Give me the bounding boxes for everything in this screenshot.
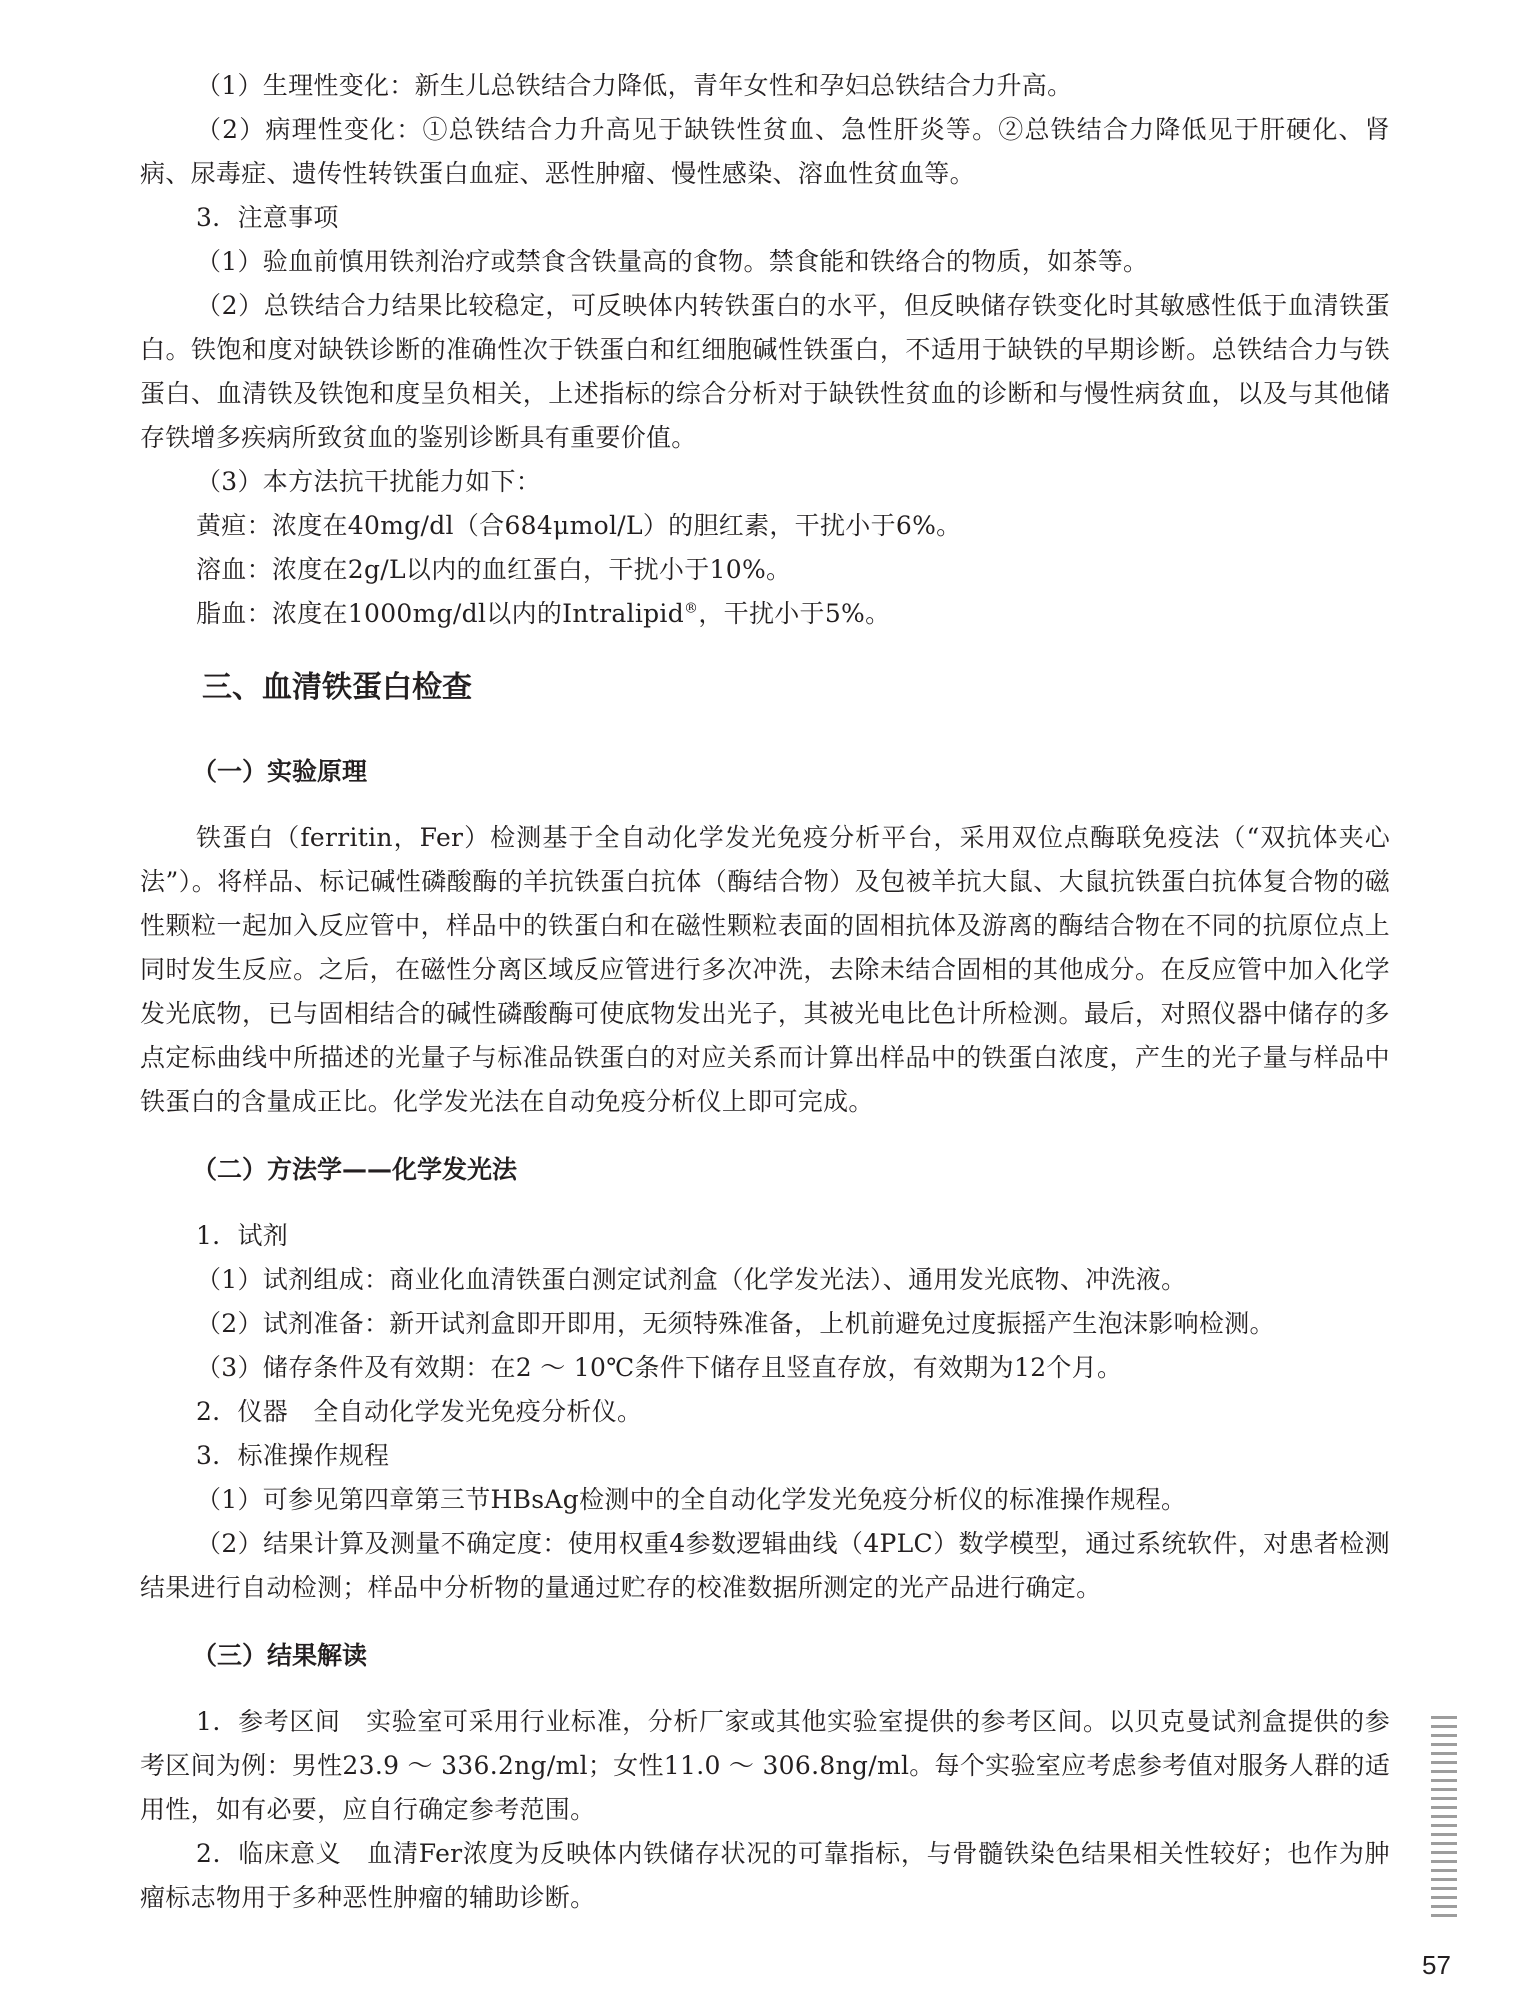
- registered-mark: ®: [684, 600, 699, 617]
- paragraph-sop-1: （1）可参见第四章第三节HBsAg检测中的全自动化学发光免疫分析仪的标准操作规程。: [196, 1485, 1187, 1514]
- paragraph-physiological-change: （1）生理性变化：新生儿总铁结合力降低，青年女性和孕妇总铁结合力升高。: [196, 71, 1073, 100]
- paragraph-instrument: 2．仪器 全自动化学发光免疫分析仪。: [196, 1397, 643, 1426]
- paragraph-clinical-significance: 2．临床意义 血清Fer浓度为反映体内铁储存状况的可靠指标，与骨髓铁染色结果相关性较好；也作为肿瘤标志物用于多种恶性肿瘤的辅助诊断。: [140, 1839, 1390, 1912]
- section-title-ferritin: 三、血清铁蛋白检查: [202, 670, 472, 705]
- paragraph-jaundice: 黄疸：浓度在40mg/dl（合684μmol/L）的胆红素，干扰小于6%。: [196, 511, 962, 540]
- paragraph-storage: （3）储存条件及有效期：在2 ～ 10℃条件下储存且竖直存放，有效期为12个月。: [196, 1353, 1123, 1382]
- paragraph-sop-2: （2）结果计算及测量不确定度：使用权重4参数逻辑曲线（4PLC）数学模型，通过系统软件，对患者检测结果进行自动检测；样品中分析物的量通过贮存的校准数据所测定的光产品进行确定。: [140, 1529, 1390, 1602]
- paragraph-precaution-1: （1）验血前慎用铁剂治疗或禁食含铁量高的食物。禁食能和铁络合的物质，如茶等。: [196, 247, 1149, 276]
- subsection-title-interpretation: （三）结果解读: [192, 1641, 368, 1670]
- page-number: 57: [1422, 1950, 1451, 1980]
- paragraph-reagent-composition: （1）试剂组成：商业化血清铁蛋白测定试剂盒（化学发光法）、通用发光底物、冲洗液。: [196, 1265, 1187, 1294]
- paragraph-precaution-3: （3）本方法抗干扰能力如下：: [196, 467, 542, 496]
- subsection-title-methodology: （二）方法学——化学发光法: [192, 1155, 518, 1184]
- page-content: [140, 64, 1390, 1920]
- heading-precautions: 3．注意事项: [196, 203, 339, 232]
- paragraph-precaution-2: （2）总铁结合力结果比较稳定，可反映体内转铁蛋白的水平，但反映储存铁变化时其敏感性低于血清铁蛋白。铁饱和度对缺铁诊断的准确性次于铁蛋白和红细胞碱性铁蛋白，不适用于缺铁的早期诊断。总铁结合力与铁蛋白、血清铁及铁饱和度呈负相关，上述指标的综合分析对于缺铁性贫血的诊断和与慢性病贫血，以及与其他储存铁增多疾病所致贫血的鉴别诊断具有重要价值。: [140, 291, 1390, 452]
- paragraph-lipemia: [140, 592, 1390, 636]
- paragraph-reagent-preparation: （2）试剂准备：新开试剂盒即开即用，无须特殊准备，上机前避免过度振摇产生泡沫影响检测。: [196, 1309, 1275, 1338]
- heading-sop: 3．标准操作规程: [196, 1441, 390, 1470]
- subsection-title-principle: （一）实验原理: [192, 757, 368, 786]
- paragraph-principle: 铁蛋白（ferritin，Fer）检测基于全自动化学发光免疫分析平台，采用双位点酶联免疫法（“双抗体夹心法”）。将样品、标记碱性磷酸酶的羊抗铁蛋白抗体（酶结合物）及包被羊抗大鼠、大鼠抗铁蛋白抗体复合物的磁性颗粒一起加入反应管中，样品中的铁蛋白和在磁性颗粒表面的固相抗体及游离的酶结合物在不同的抗原位点上同时发生反应。之后，在磁性分离区域反应管进行多次冲洗，去除未结合固相的其他成分。在反应管中加入化学发光底物，已与固相结合的碱性磷酸酶可使底物发出光子，其被光电比色计所检测。最后，对照仪器中储存的多点定标曲线中所描述的光量子与标准品铁蛋白的对应关系而计算出样品中的铁蛋白浓度，产生的光子量与样品中铁蛋白的含量成正比。化学发光法在自动免疫分析仪上即可完成。: [140, 823, 1390, 1116]
- lipemia-text-b: ，干扰小于5%。: [698, 599, 891, 628]
- edge-thumb-index: [1431, 1716, 1457, 1923]
- paragraph-reference-interval: 1．参考区间 实验室可采用行业标准，分析厂家或其他实验室提供的参考区间。以贝克曼试剂盒提供的参考区间为例：男性23.9 ～ 336.2ng/ml；女性11.0 ～ 306.8ng/ml。每个实验室应考虑参考值对服务人群的适用性，如有必要，应自行确定参考范围。: [140, 1707, 1390, 1824]
- paragraph-pathological-change: （2）病理性变化：①总铁结合力升高见于缺铁性贫血、急性肝炎等。②总铁结合力降低见于肝硬化、肾病、尿毒症、遗传性转铁蛋白血症、恶性肿瘤、慢性感染、溶血性贫血等。: [140, 115, 1390, 188]
- heading-reagents: 1．试剂: [196, 1221, 289, 1250]
- paragraph-hemolysis: 溶血：浓度在2g/L以内的血红蛋白，干扰小于10%。: [196, 555, 792, 584]
- lipemia-text-a: 脂血：浓度在1000mg/dl以内的Intralipid: [196, 599, 685, 628]
